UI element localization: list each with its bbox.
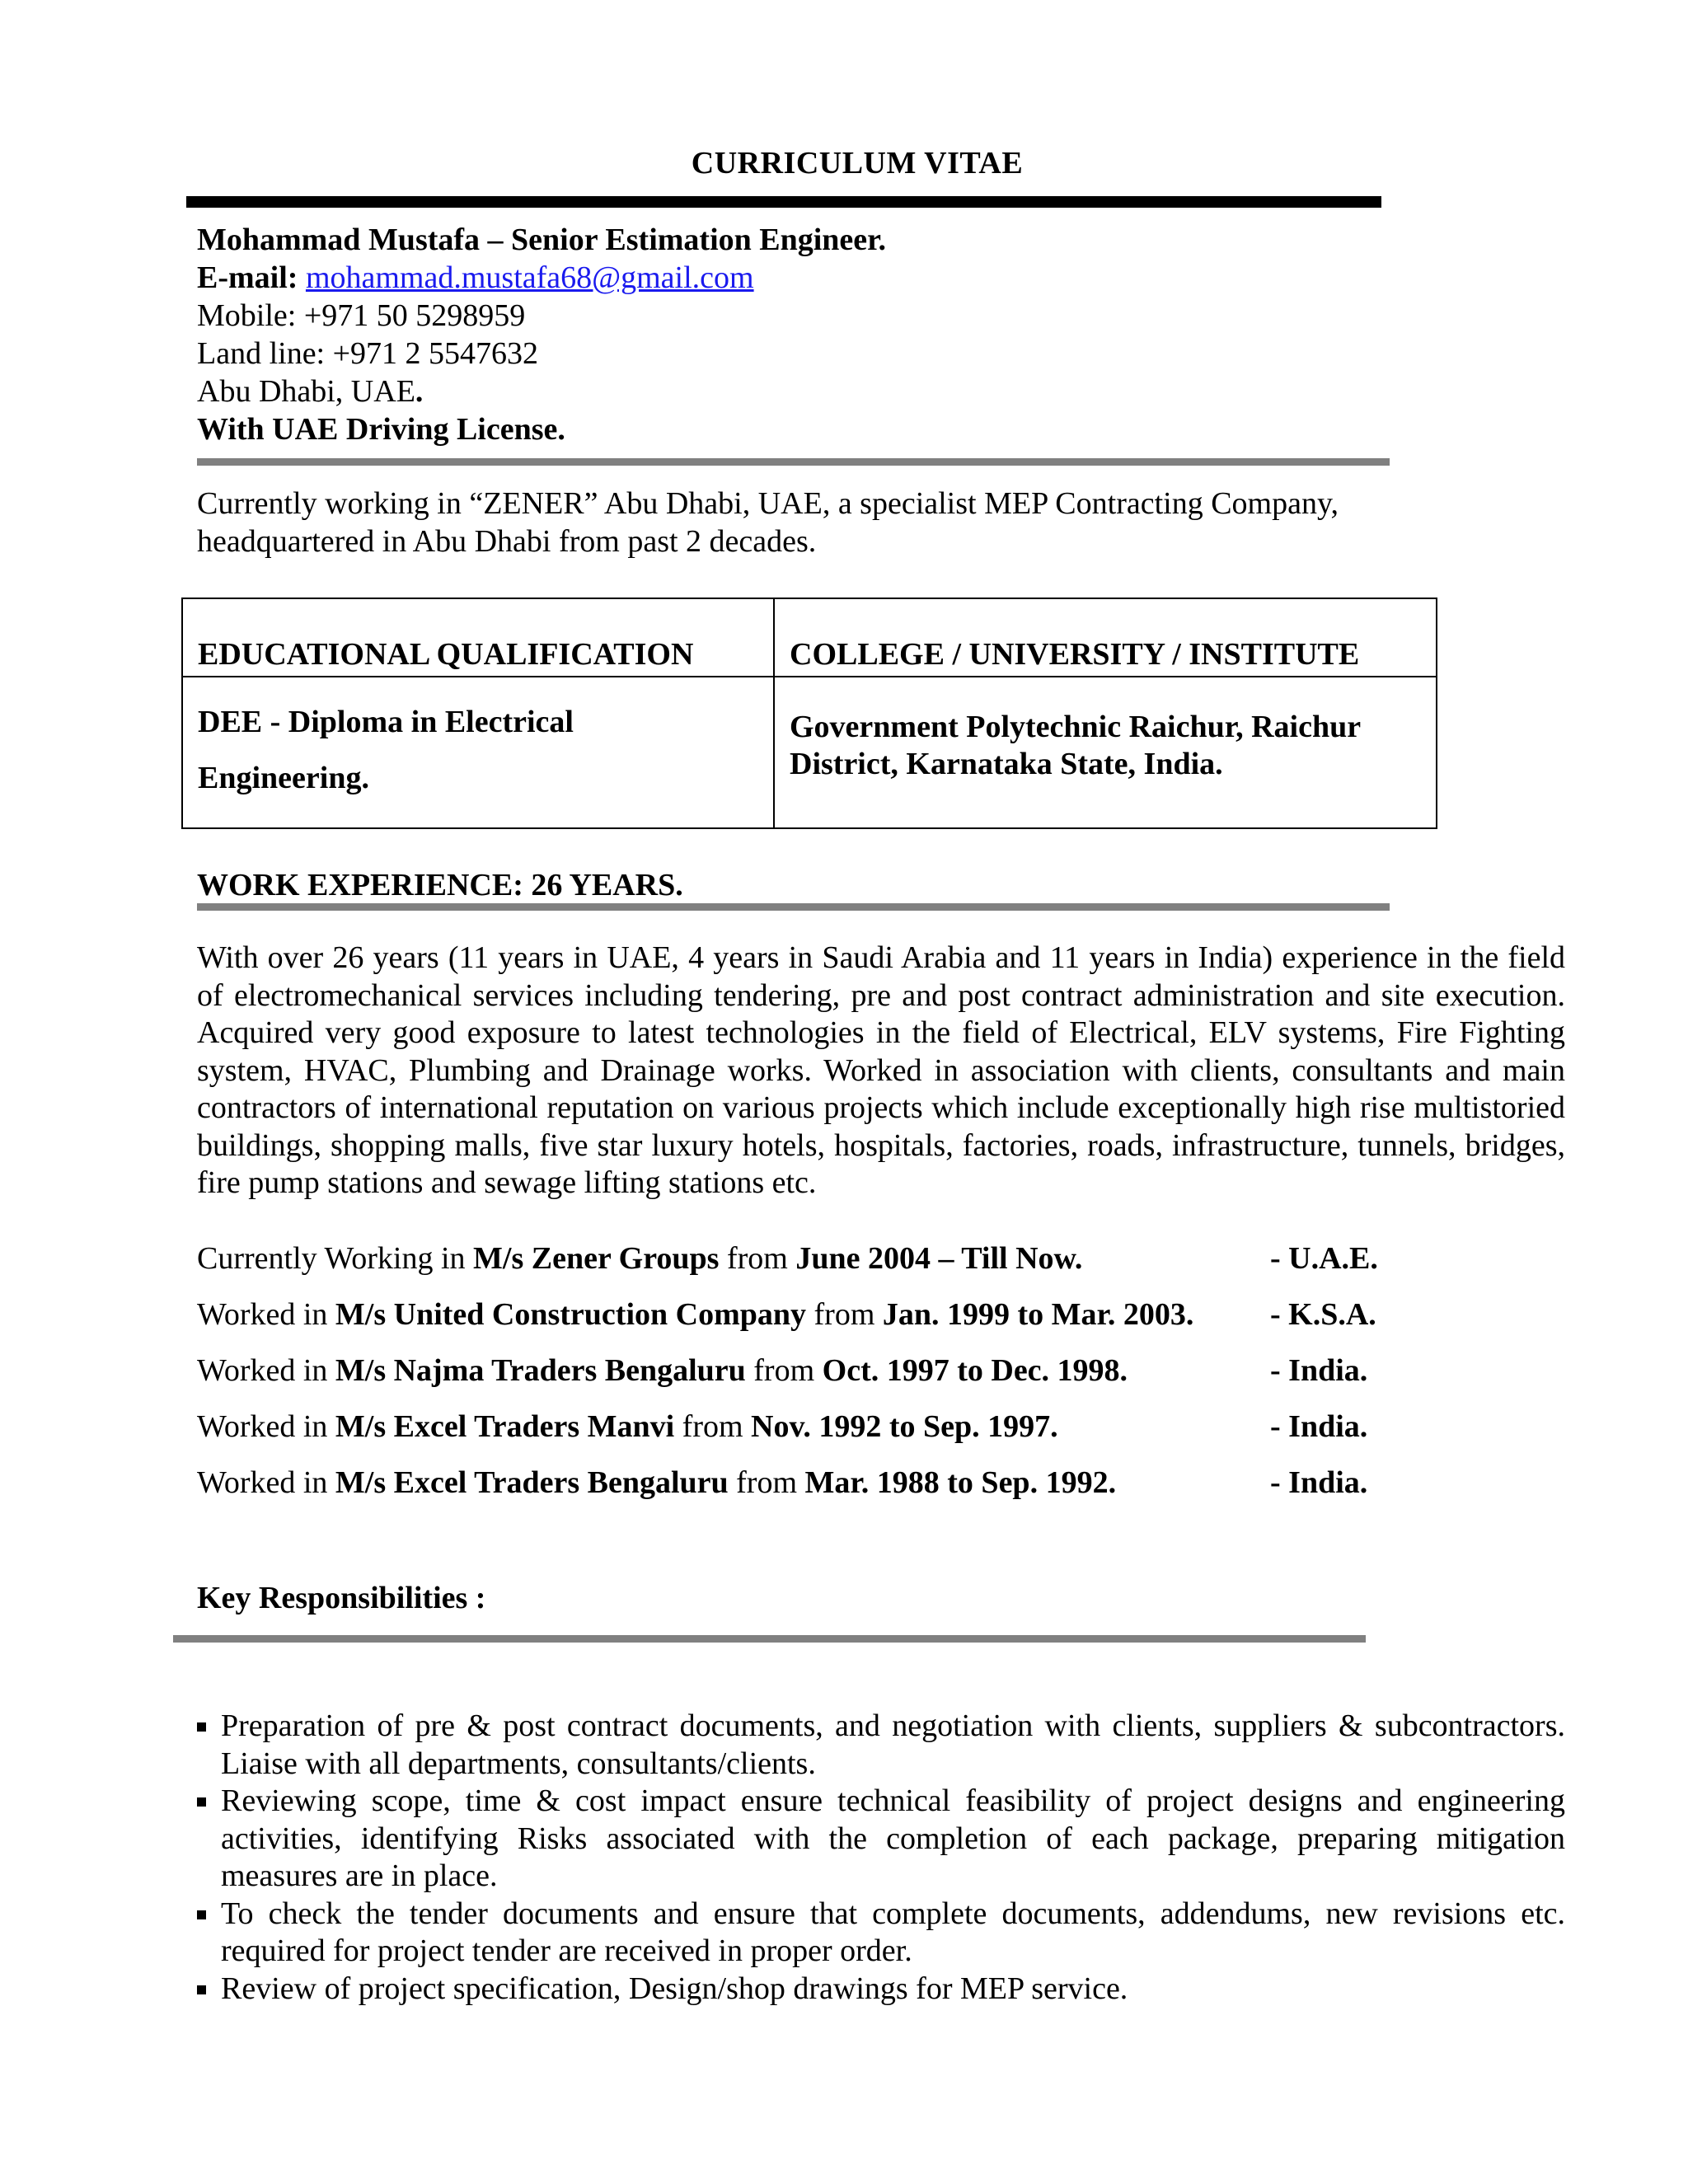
email-link[interactable]: mohammad.mustafa68@gmail.com: [305, 260, 754, 295]
title-divider: [186, 196, 1381, 208]
page-title: CURRICULUM VITAE: [691, 146, 1024, 180]
intro-line-1: Currently working in “ZENER” Abu Dhabi, UAE, a specialist MEP Contracting Company,: [197, 486, 1339, 521]
bullet-square-icon: [197, 1797, 206, 1807]
education-table: [181, 598, 1437, 829]
location-line: Abu Dhabi, UAE.: [197, 374, 424, 409]
list-item: Preparation of pre & post contract documents, and negotiation with clients, suppliers & subcontractors. Liaise with all departments, consultants/clients.: [197, 1708, 1565, 1783]
bullet-square-icon: [197, 1985, 206, 1994]
key-responsibilities-heading: Key Responsibilities :: [197, 1581, 486, 1615]
education-col-header-qualification: EDUCATIONAL QUALIFICATION: [182, 598, 774, 677]
intro-text: [197, 485, 1433, 560]
list-item: To check the tender documents and ensure that complete documents, addendums, new revisions etc. required for project tender are received in proper order.: [197, 1896, 1565, 1971]
job-row: Worked in M/s Excel Traders Manvi from Nov. 1992 to Sep. 1997. - India.: [197, 1409, 1368, 1444]
email-line: [197, 259, 886, 297]
contact-divider: [197, 458, 1390, 466]
list-item: Review of project specification, Design/shop drawings for MEP service.: [197, 1971, 1565, 2008]
education-qualification-cell: DEE - Diploma in Electrical Engineering.: [182, 677, 774, 828]
license-line: With UAE Driving License.: [197, 412, 565, 447]
contact-block: [197, 221, 886, 448]
bullet-square-icon: [197, 1910, 206, 1919]
mobile-line: Mobile: +971 50 5298959: [197, 298, 526, 333]
list-item: Reviewing scope, time & cost impact ensure technical feasibility of project designs and engineering activities, identifying Risks associated with the completion of each package, preparing mitigation measures are in place.: [197, 1783, 1565, 1896]
name-line: Mohammad Mustafa – Senior Estimation Engineer.: [197, 223, 887, 257]
intro-line-2: headquartered in Abu Dhabi from past 2 decades.: [197, 524, 817, 559]
job-row: Currently Working in M/s Zener Groups from June 2004 – Till Now. - U.A.E.: [197, 1241, 1378, 1276]
job-list: [197, 1240, 1400, 1520]
education-col-header-institute: COLLEGE / UNIVERSITY / INSTITUTE: [774, 598, 1437, 677]
work-experience-heading: WORK EXPERIENCE: 26 YEARS.: [197, 868, 683, 902]
email-label: E-mail:: [197, 260, 298, 295]
job-row: Worked in M/s Najma Traders Bengaluru from Oct. 1997 to Dec. 1998. - India.: [197, 1353, 1368, 1388]
responsibilities-divider: [173, 1635, 1366, 1643]
bullet-square-icon: [197, 1722, 206, 1732]
job-row: Worked in M/s Excel Traders Bengaluru from Mar. 1988 to Sep. 1992. - India.: [197, 1465, 1368, 1500]
landline-line: Land line: +971 2 5547632: [197, 336, 539, 371]
education-institute-cell: Government Polytechnic Raichur, Raichur District, Karnataka State, India.: [774, 677, 1437, 828]
work-divider: [197, 903, 1390, 911]
responsibilities-list: [197, 1708, 1565, 2008]
work-summary: With over 26 years (11 years in UAE, 4 years in Saudi Arabia and 11 years in India) experience in the field of electromechanical services including tendering, pre and post contract administration and site execution. Acquired very good exposure to latest technologies in the field of Electrical, ELV systems, Fire Fighting system, HVAC, Plumbing and Drainage works. Worked in association with clients, consultants and main contractors of international reputation on various projects which include exceptionally high rise multistoried buildings, shopping malls, five star luxury hotels, hospitals, factories, roads, infrastructure, tunnels, bridges, fire pump stations and sewage lifting stations etc.: [197, 940, 1565, 1200]
job-row: Worked in M/s United Construction Company from Jan. 1999 to Mar. 2003. - K.S.A.: [197, 1297, 1376, 1332]
